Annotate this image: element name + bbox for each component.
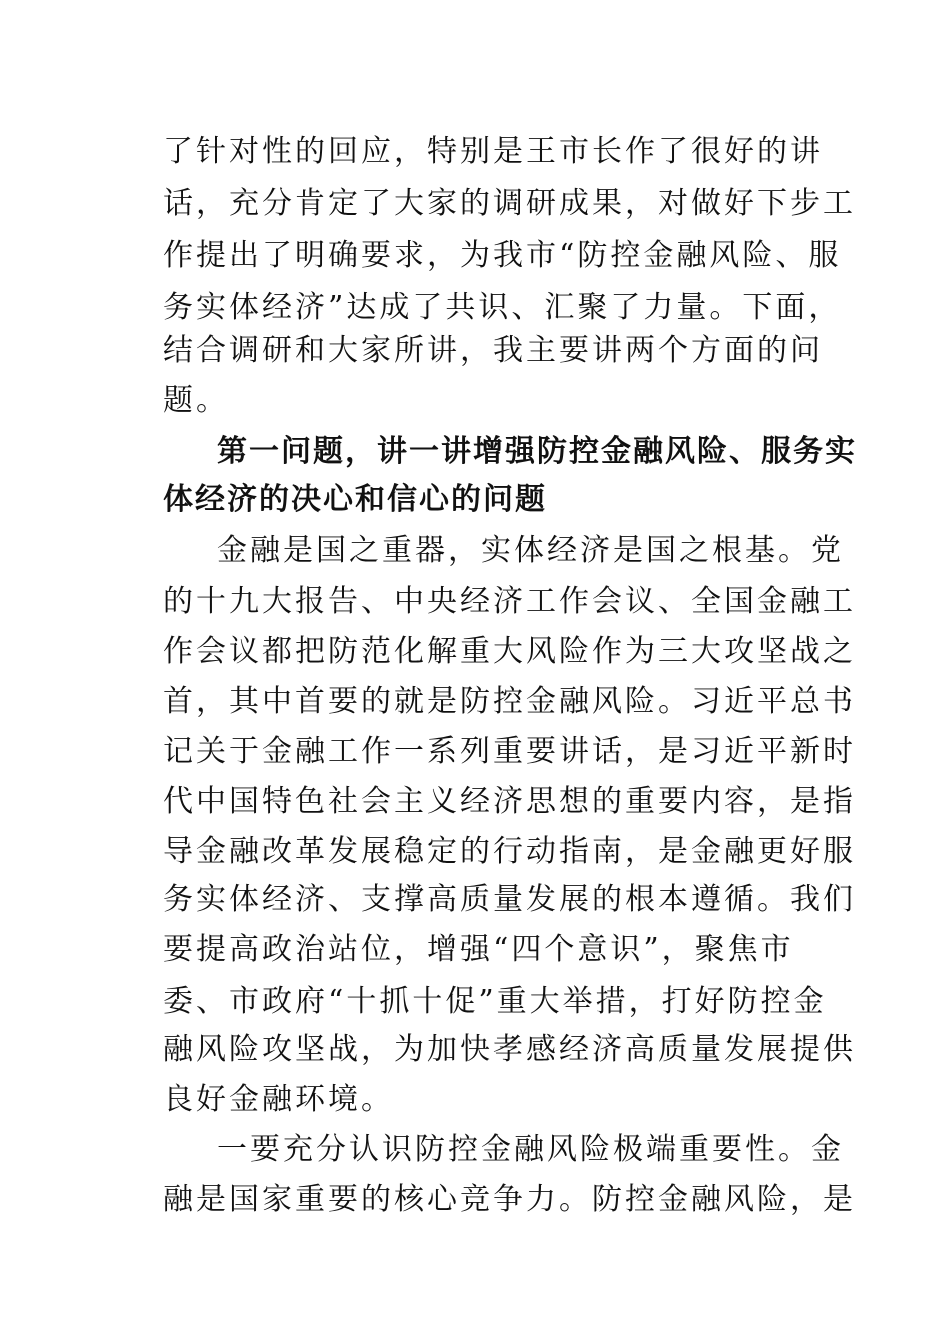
text-line: 良好金融环境。 bbox=[163, 1082, 394, 1117]
text-line: 融是国家重要的核心竞争力。防控金融风险，是 bbox=[163, 1182, 856, 1217]
text-line: 话，充分肯定了大家的调研成果，对做好下步工 bbox=[163, 186, 856, 221]
text-line: 了针对性的回应，特别是王市长作了很好的讲 bbox=[163, 134, 823, 169]
text-line: 务实体经济”达成了共识、汇聚了力量。下面， bbox=[163, 290, 842, 325]
text-line: 委、市政府“十抓十促”重大举措，打好防控金 bbox=[163, 984, 827, 1019]
section-heading: 第一问题，讲一讲增强防控金融风险、服务实 bbox=[217, 434, 857, 469]
text-line: 融风险攻坚战，为加快孝感经济高质量发展提供 bbox=[163, 1032, 856, 1067]
text-line: 作提出了明确要求，为我市“防控金融风险、服 bbox=[163, 238, 842, 273]
text-line: 的十九大报告、中央经济工作会议、全国金融工 bbox=[163, 584, 856, 619]
text-line: 代中国特色社会主义经济思想的重要内容，是指 bbox=[163, 784, 856, 819]
text-line: 务实体经济、支撑高质量发展的根本遵循。我们 bbox=[163, 882, 856, 917]
text-line: 金融是国之重器，实体经济是国之根基。党 bbox=[217, 533, 844, 568]
text-line: 要提高政治站位，增强“四个意识”，聚焦市 bbox=[163, 932, 794, 967]
text-line: 一要充分认识防控金融风险极端重要性。金 bbox=[217, 1132, 844, 1167]
text-line: 记关于金融工作一系列重要讲话，是习近平新时 bbox=[163, 734, 856, 769]
text-line: 作会议都把防范化解重大风险作为三大攻坚战之 bbox=[163, 634, 856, 669]
text-line: 导金融改革发展稳定的行动指南，是金融更好服 bbox=[163, 834, 856, 869]
text-line: 题。 bbox=[163, 383, 229, 418]
text-line: 结合调研和大家所讲，我主要讲两个方面的问 bbox=[163, 333, 823, 368]
section-heading: 体经济的决心和信心的问题 bbox=[163, 482, 547, 517]
text-line: 首，其中首要的就是防控金融风险。习近平总书 bbox=[163, 684, 856, 719]
